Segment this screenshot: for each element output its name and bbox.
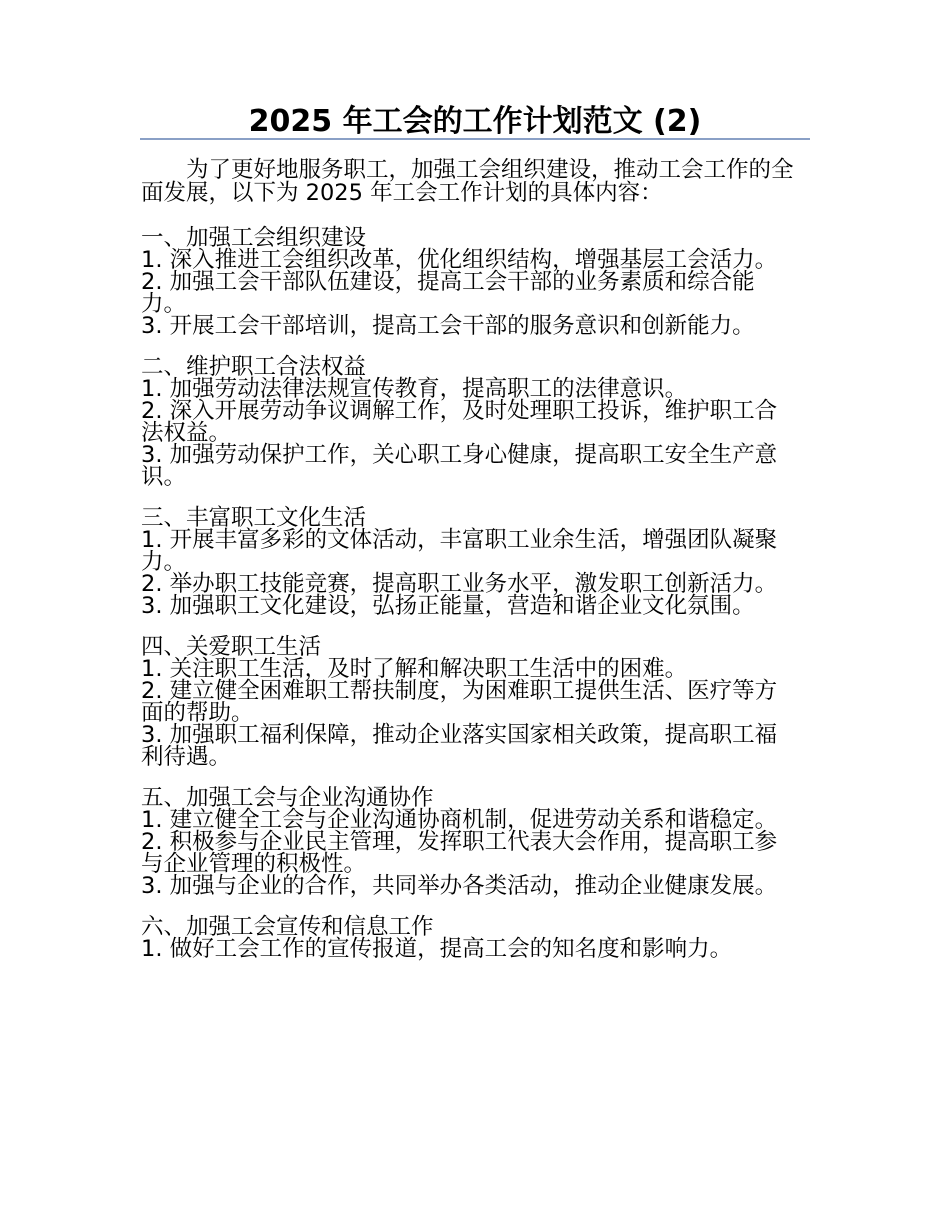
section-heading: 一、加强工会组织建设 (141, 225, 367, 251)
section-heading: 六、加强工会宣传和信息工作 (141, 914, 434, 940)
list-item: 1. 深入推进工会组织改革，优化组织结构，增强基层工会活力。 (141, 247, 778, 273)
list-item: 3. 开展工会干部培训，提高工会干部的服务意识和创新能力。 (141, 313, 755, 339)
section-1 (141, 227, 791, 337)
list-item: 2. 举办职工技能竞赛，提高职工业务水平，激发职工创新活力。 (141, 571, 778, 597)
list-item: 3. 加强劳动保护工作，关心职工身心健康，提高职工安全生产意识。 (141, 442, 778, 490)
list-item: 3. 加强职工福利保障，推动企业落实国家相关政策，提高职工福利待遇。 (141, 722, 778, 770)
list-item: 1. 关注职工生活，及时了解和解决职工生活中的困难。 (141, 656, 688, 682)
list-item: 1. 开展丰富多彩的文体活动，丰富职工业余生活，增强团队凝聚力。 (141, 527, 778, 575)
title-underline (140, 138, 810, 140)
section-6 (141, 916, 791, 960)
document-body (141, 227, 791, 979)
section-5 (141, 787, 791, 897)
section-heading: 二、维护职工合法权益 (141, 354, 367, 380)
intro-paragraph: 为了更好地服务职工，加强工会组织建设，推动工会工作的全面发展，以下为 2025 年工会工作计划的具体内容： (141, 157, 794, 206)
list-item: 3. 加强与企业的合作，共同举办各类活动，推动企业健康发展。 (141, 873, 778, 899)
section-3 (141, 507, 791, 617)
section-2 (141, 356, 791, 488)
list-item: 2. 建立健全困难职工帮扶制度，为困难职工提供生活、医疗等方面的帮助。 (141, 678, 778, 726)
section-heading: 四、关爱职工生活 (141, 634, 322, 660)
list-item: 1. 加强劳动法律法规宣传教育，提高职工的法律意识。 (141, 376, 688, 402)
list-item: 3. 加强职工文化建设，弘扬正能量，营造和谐企业文化氛围。 (141, 593, 755, 619)
section-heading: 五、加强工会与企业沟通协作 (141, 785, 434, 811)
document-title: 2025 年工会的工作计划范文 (2) (248, 104, 702, 139)
list-item: 2. 加强工会干部队伍建设，提高工会干部的业务素质和综合能力。 (141, 269, 755, 317)
list-item: 2. 积极参与企业民主管理，发挥职工代表大会作用，提高职工参与企业管理的积极性。 (141, 829, 778, 877)
section-4 (141, 636, 791, 768)
list-item: 2. 深入开展劳动争议调解工作，及时处理职工投诉，维护职工合法权益。 (141, 398, 778, 446)
section-heading: 三、丰富职工文化生活 (141, 505, 367, 531)
list-item: 1. 建立健全工会与企业沟通协商机制，促进劳动关系和谐稳定。 (141, 807, 778, 833)
list-item: 1. 做好工会工作的宣传报道，提高工会的知名度和影响力。 (141, 936, 733, 962)
